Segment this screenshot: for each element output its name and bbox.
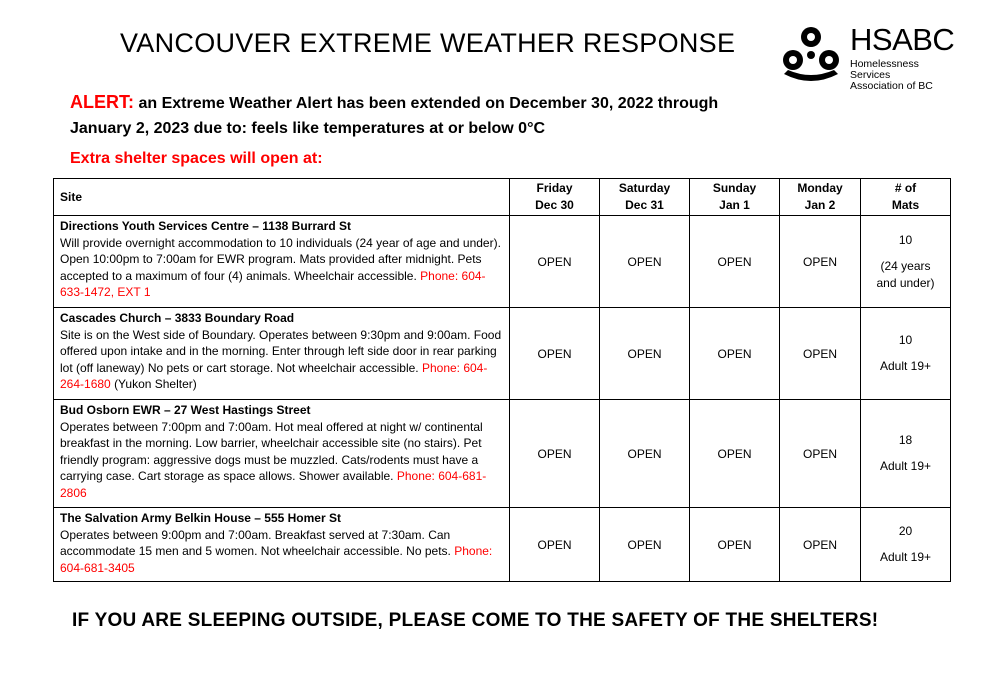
status-friday: OPEN xyxy=(510,216,600,308)
site-phone-note: (Yukon Shelter) xyxy=(114,377,197,391)
mats-count: 20 xyxy=(898,524,913,538)
alert-message xyxy=(70,90,840,141)
mats-cell xyxy=(861,400,951,508)
header-saturday: Saturday Dec 31 xyxy=(600,179,690,216)
hsabc-logo xyxy=(778,22,958,92)
status-saturday: OPEN xyxy=(600,216,690,308)
logo-subtitle-line2: Association of BC xyxy=(850,80,933,92)
status-monday: OPEN xyxy=(780,216,861,308)
mats-note: Adult 19+ xyxy=(879,359,932,373)
table-row xyxy=(54,400,951,508)
site-name: Cascades Church – 3833 Boundary Road xyxy=(60,311,295,325)
mats-cell xyxy=(861,308,951,400)
site-cell xyxy=(54,400,510,508)
mats-count: 10 xyxy=(898,232,913,247)
hsabc-people-circle-icon xyxy=(778,24,844,86)
site-description: Operates between 9:00pm and 7:00am. Breakfast served at 7:30am. Can accommodate 15 men and 5 women. Not wheelchair accessible. No pets. xyxy=(60,527,451,558)
site-name: The Salvation Army Belkin House – 555 Homer St xyxy=(60,511,341,525)
status-sunday: OPEN xyxy=(690,508,780,582)
mats-note: Adult 19+ xyxy=(879,550,932,564)
status-friday: OPEN xyxy=(510,508,600,582)
mats-count: 10 xyxy=(898,333,913,347)
site-name: Bud Osborn EWR – 27 West Hastings Street xyxy=(60,403,311,417)
page-title: VANCOUVER EXTREME WEATHER RESPONSE xyxy=(120,28,736,58)
logo-subtitle xyxy=(850,59,958,92)
status-sunday: OPEN xyxy=(690,308,780,400)
header-mats: # of Mats xyxy=(861,179,951,216)
logo-subtitle-line1: Homelessness Services xyxy=(850,58,919,81)
status-sunday: OPEN xyxy=(690,400,780,508)
logo-name: HSABC xyxy=(850,22,955,57)
mats-note: (24 years and under) xyxy=(876,258,935,290)
alert-label: ALERT: xyxy=(70,92,134,112)
status-saturday: OPEN xyxy=(600,308,690,400)
header-site: Site xyxy=(54,179,510,216)
extra-shelter-heading: Extra shelter spaces will open at: xyxy=(70,150,323,167)
status-monday: OPEN xyxy=(780,308,861,400)
site-name: Directions Youth Services Centre – 1138 Burrard St xyxy=(60,219,352,233)
shelter-table xyxy=(53,178,951,582)
table-row xyxy=(54,508,951,582)
site-cell xyxy=(54,308,510,400)
mats-note: Adult 19+ xyxy=(879,459,932,473)
table-row xyxy=(54,308,951,400)
mats-cell xyxy=(861,508,951,582)
site-description: Will provide overnight accommodation to 10 individuals (24 year of age and under). Open 10:00pm to 7:00am for EWR program. Mats provided after midnight. Pets accepted to a maximum of four (4) animals. Wheelchair accessible. xyxy=(60,235,501,283)
status-saturday: OPEN xyxy=(600,508,690,582)
site-phone: Phone: 604-633-1472, EXT 1 xyxy=(60,268,486,299)
site-cell xyxy=(54,508,510,582)
mats-count: 18 xyxy=(898,433,913,447)
site-phone: Phone: 604-681-2806 xyxy=(60,469,487,500)
table-header-row xyxy=(54,179,951,216)
status-sunday: OPEN xyxy=(690,216,780,308)
site-cell xyxy=(54,216,510,308)
header-monday: Monday Jan 2 xyxy=(780,179,861,216)
site-description: Operates between 7:00pm and 7:00am. Hot meal offered at night w/ continental breakfast in the morning. Low barrier, wheelchair accessible site (no stairs). Pet friendly program: aggressive dogs must be muzzled. Cats/rodents must have a carrying case. Cart storage as space allows. Shower available. xyxy=(60,419,483,483)
alert-text-line1: an Extreme Weather Alert has been extended on December 30, 2022 through xyxy=(138,95,719,112)
site-phone: Phone: 604-264-1680 xyxy=(60,360,488,391)
status-saturday: OPEN xyxy=(600,400,690,508)
alert-text-line2: January 2, 2023 due to: feels like temperatures at or below 0°C xyxy=(70,120,546,137)
header-sunday: Sunday Jan 1 xyxy=(690,179,780,216)
header-friday: Friday Dec 30 xyxy=(510,179,600,216)
mats-cell xyxy=(861,216,951,308)
status-monday: OPEN xyxy=(780,400,861,508)
site-phone: Phone: 604-681-3405 xyxy=(60,544,493,575)
site-description: Site is on the West side of Boundary. Operates between 9:30pm and 9:00am. Food offered upon intake and in the morning. Enter through left side door in rear parking lot (off laneway) No pets or cart storage. Not wheelchair accessible. xyxy=(60,327,502,375)
status-monday: OPEN xyxy=(780,508,861,582)
status-friday: OPEN xyxy=(510,400,600,508)
footer-message: IF YOU ARE SLEEPING OUTSIDE, PLEASE COME TO THE SAFETY OF THE SHELTERS! xyxy=(72,610,879,631)
status-friday: OPEN xyxy=(510,308,600,400)
table-row xyxy=(54,216,951,308)
